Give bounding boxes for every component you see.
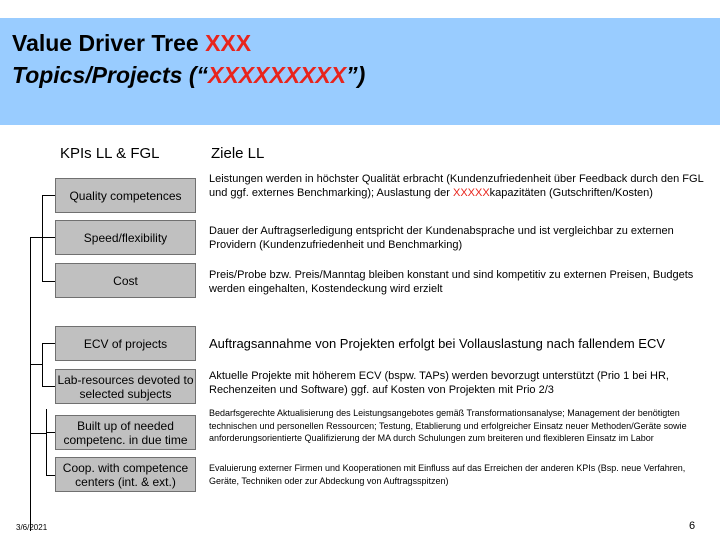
kpi-box-cooperation: Coop. with competence centers (int. & ext.)	[55, 457, 196, 492]
goal-cooperation: Evaluierung externer Firmen und Kooperationen mit Einfluss auf das Erreichen der anderen KPIs (Bsp. neue Verfahren, Geräte, Techniken oder zur Abdeckung von Auftragsspitzen)	[209, 463, 686, 486]
kpi-box-lab-resources: Lab-resources devoted to selected subjects	[55, 369, 196, 404]
kpi-box-quality: Quality competences	[55, 178, 196, 213]
goals-column-header: Ziele LL	[211, 145, 265, 162]
goal-speed: Dauer der Auftragserledigung entspricht der Kundenabsprache und ist vergleichbar zu externen Providern (Kundenzufriedenheit und Benchmarking)	[209, 225, 674, 251]
slide-title-line1: Value Driver Tree XXX	[12, 30, 252, 56]
kpi-box-cost: Cost	[55, 263, 196, 298]
page-number: 6	[689, 520, 696, 532]
footer-date: 3/6/2021	[16, 523, 48, 532]
kpi-box-speed: Speed/flexibility	[55, 220, 196, 255]
kpi-column-header: KPIs LL & FGL	[60, 145, 160, 162]
slide-title-line2: Topics/Projects (“XXXXXXXXX”)	[12, 62, 366, 88]
goal-lab-resources: Aktuelle Projekte mit höherem ECV (bspw. TAPs) werden bevorzugt unterstützt (Prio 1 bei HR, Rechenzeiten und Software) ggf. auf Kosten von Projekten mit Prio 2/3	[209, 370, 669, 396]
kpi-box-ecv: ECV of projects	[55, 326, 196, 361]
title-accent: XXX	[205, 30, 252, 56]
title2-accent: XXXXXXXXX	[207, 62, 347, 88]
kpi-box-competences: Built up of needed competenc. in due time	[55, 415, 196, 450]
goal-quality: Leistungen werden in höchster Qualität erbracht (Kundenzufriedenheit über Feedback durch den FGL und ggf. externes Benchmarking); Auslastung der XXXXXkapazitäten (Gutschriften/Kosten)	[209, 173, 704, 199]
goal-ecv: Auftragsannahme von Projekten erfolgt bei Vollauslastung nach fallendem ECV	[209, 336, 666, 351]
goal-competences: Bedarfsgerechte Aktualisierung des Leistungsangebotes gemäß Transformationsanalyse; Management der benötigten technischen und personellen Ressourcen; Testung, Etablierung und erfolgreicher Einsatz neuer Methoden/Geräte sowie anforderungsorientierte Qualifizierung der MA durch Schulungen zum breiteren und flexibleren Einsatz im Labor	[209, 408, 687, 443]
goal-cost: Preis/Probe bzw. Preis/Manntag bleiben konstant und sind kompetitiv zu externen Preisen, Budgets werden eingehalten, Kostendeckung wird erzielt	[209, 269, 694, 295]
